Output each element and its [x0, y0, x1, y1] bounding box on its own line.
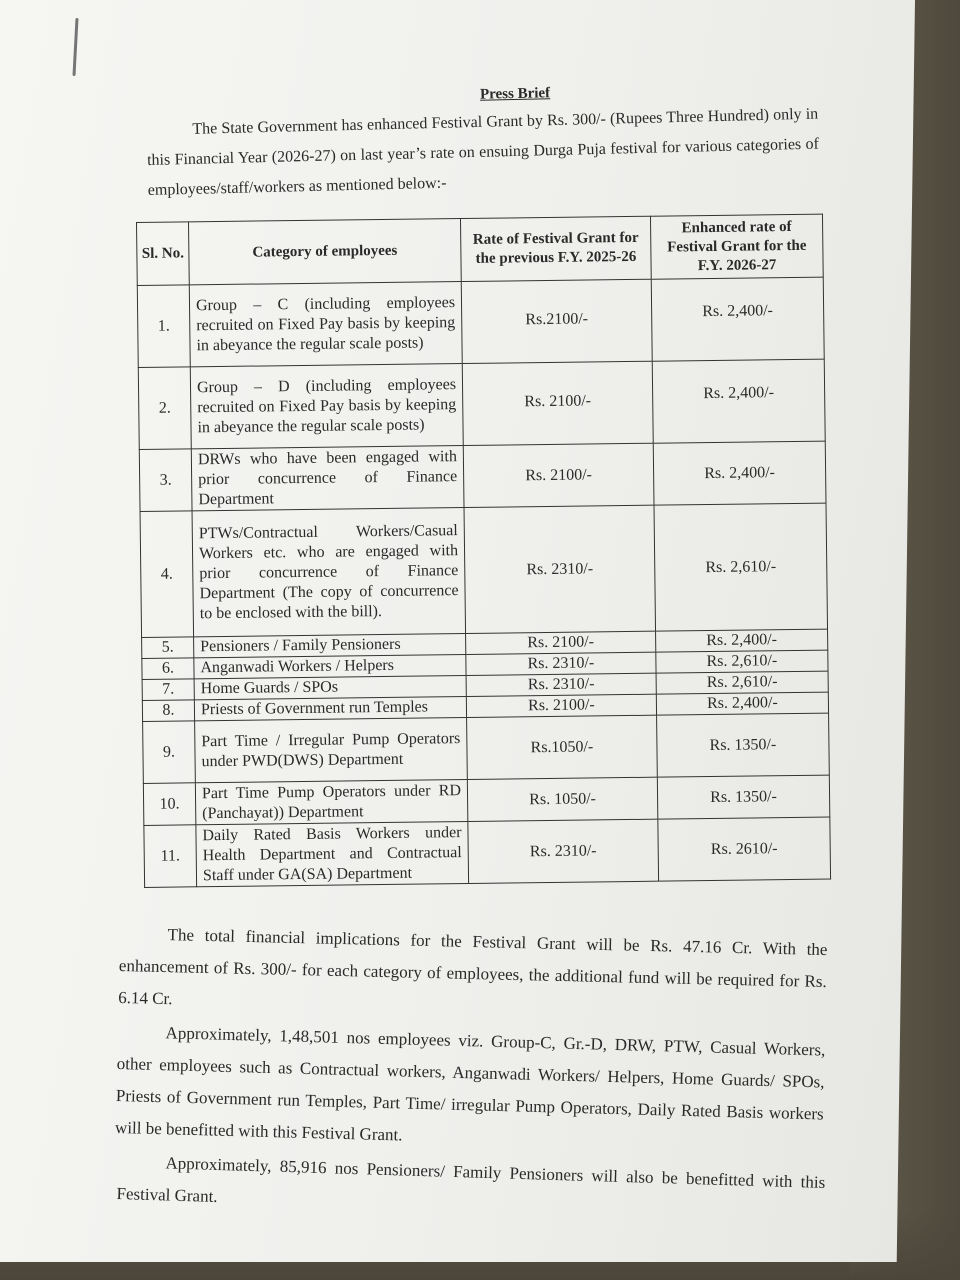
row-previous-rate: Rs.2100/- — [461, 279, 652, 363]
row-category: Group – C (including employees recruited on Fixed Pay basis by keeping in abeyance the regular scale posts) — [189, 282, 462, 367]
header-previous-rate: Rate of Festival Grant for the previous F.Y. 2025-26 — [460, 216, 651, 281]
row-sl: 1. — [137, 285, 190, 368]
row-category: DRWs who have been engaged with prior concurrence of Finance Department — [191, 446, 464, 511]
row-enhanced-rate: Rs. 2610/- — [658, 817, 831, 881]
festival-grant-table — [136, 214, 834, 888]
row-sl: 11. — [144, 825, 197, 888]
row-sl: 5. — [142, 637, 194, 659]
row-enhanced-rate: Rs. 2,400/- — [652, 359, 825, 443]
intro-paragraph: The State Government has enhanced Festival Grant by Rs. 300/- (Rupees Three Hundred) only in this Financial Year (2026-27) on last year’s rate on ensuing Durga Puja festival for various categories of employees/staff/workers as mentioned below:- — [146, 105, 820, 199]
row-sl: 9. — [143, 721, 196, 784]
row-previous-rate: Rs. 2100/- — [463, 443, 654, 507]
row-previous-rate: Rs.1050/- — [467, 715, 658, 779]
row-previous-rate: Rs. 2100/- — [462, 361, 653, 445]
table-header-row — [137, 214, 824, 285]
header-sl-no: Sl. No. — [137, 222, 190, 286]
row-previous-rate: Rs. 2100/- — [466, 694, 656, 717]
row-category: Group – D (including employees recruited on Fixed Pay basis by keeping in abeyance the regular scale posts) — [190, 364, 463, 449]
row-sl: 7. — [142, 679, 194, 701]
row-category: Daily Rated Basis Workers under Health Department and Contractual Staff under GA(SA) Department — [196, 821, 469, 886]
header-enhanced-rate: Enhanced rate of Festival Grant for the F.Y. 2026-27 — [650, 214, 823, 279]
row-previous-rate: Rs. 2100/- — [466, 631, 656, 654]
row-previous-rate: Rs. 2310/- — [468, 819, 659, 883]
row-category: Priests of Government run Temples — [194, 696, 466, 720]
row-previous-rate: Rs. 2310/- — [464, 505, 656, 633]
row-category: Anganwadi Workers / Helpers — [194, 655, 466, 679]
financial-implications-paragraph: The total financial implications for the Festival Grant will be Rs. 47.16 Cr. With the enhancement of Rs. 300/- for each category of employees, the additional fund will be required for Rs. 6.14 Cr. — [117, 925, 828, 1009]
row-previous-rate: Rs. 1050/- — [467, 777, 657, 821]
table-row — [138, 359, 825, 449]
row-enhanced-rate: Rs. 1350/- — [657, 713, 830, 777]
row-category: Part Time / Irregular Pump Operators under PWD(DWS) Department — [195, 717, 468, 782]
row-category: Pensioners / Family Pensioners — [194, 634, 466, 658]
beneficiary-pensioners-paragraph: Approximately, 85,916 nos Pensioners/ Family Pensioners will also be benefitted with this Festival Grant. — [116, 1153, 826, 1206]
table-row — [143, 713, 830, 783]
table-row — [137, 277, 824, 367]
row-sl: 2. — [138, 367, 191, 450]
document-title: Press Brief — [479, 85, 551, 103]
beneficiary-employees-paragraph: Approximately, 1,48,501 nos employees viz. Group-C, Gr.-D, DRW, PTW, Casual Workers, other employees such as Contractual workers, Anganwadi Workers/ Helpers, Home Guards/ SPOs, Priests of Government run Temples, Part Time/ irregular Pump Operators, Daily Rated Basis workers will be benefitted with this Festival Grant. — [114, 1023, 826, 1145]
grant-table — [136, 214, 831, 888]
row-enhanced-rate: Rs. 2,400/- — [656, 692, 828, 715]
table-row — [139, 441, 826, 511]
row-enhanced-rate: Rs. 2,610/- — [656, 650, 828, 673]
row-sl: 6. — [142, 658, 194, 680]
row-previous-rate: Rs. 2310/- — [466, 652, 656, 675]
row-enhanced-rate: Rs. 2,610/- — [654, 503, 828, 631]
row-sl: 10. — [143, 783, 196, 826]
row-category: Part Time Pump Operators under RD (Panchayat)) Department — [195, 779, 467, 824]
row-enhanced-rate: Rs. 2,610/- — [656, 671, 828, 694]
row-enhanced-rate: Rs. 1350/- — [657, 775, 830, 819]
row-sl: 3. — [139, 449, 192, 512]
table-row — [144, 817, 831, 887]
table-row — [140, 503, 827, 637]
row-category: PTWs/Contractual Workers/Casual Workers etc. who are engaged with prior concurrence of Finance Department (The copy of concurrence to be enclosed with the bill). — [192, 508, 466, 637]
row-category: Home Guards / SPOs — [194, 676, 466, 700]
row-enhanced-rate: Rs. 2,400/- — [656, 629, 828, 652]
header-category: Category of employees — [189, 219, 462, 285]
row-sl: 4. — [140, 511, 194, 638]
row-enhanced-rate: Rs. 2,400/- — [651, 277, 824, 361]
row-enhanced-rate: Rs. 2,400/- — [653, 441, 826, 505]
row-previous-rate: Rs. 2310/- — [466, 673, 656, 696]
row-sl: 8. — [142, 700, 194, 722]
